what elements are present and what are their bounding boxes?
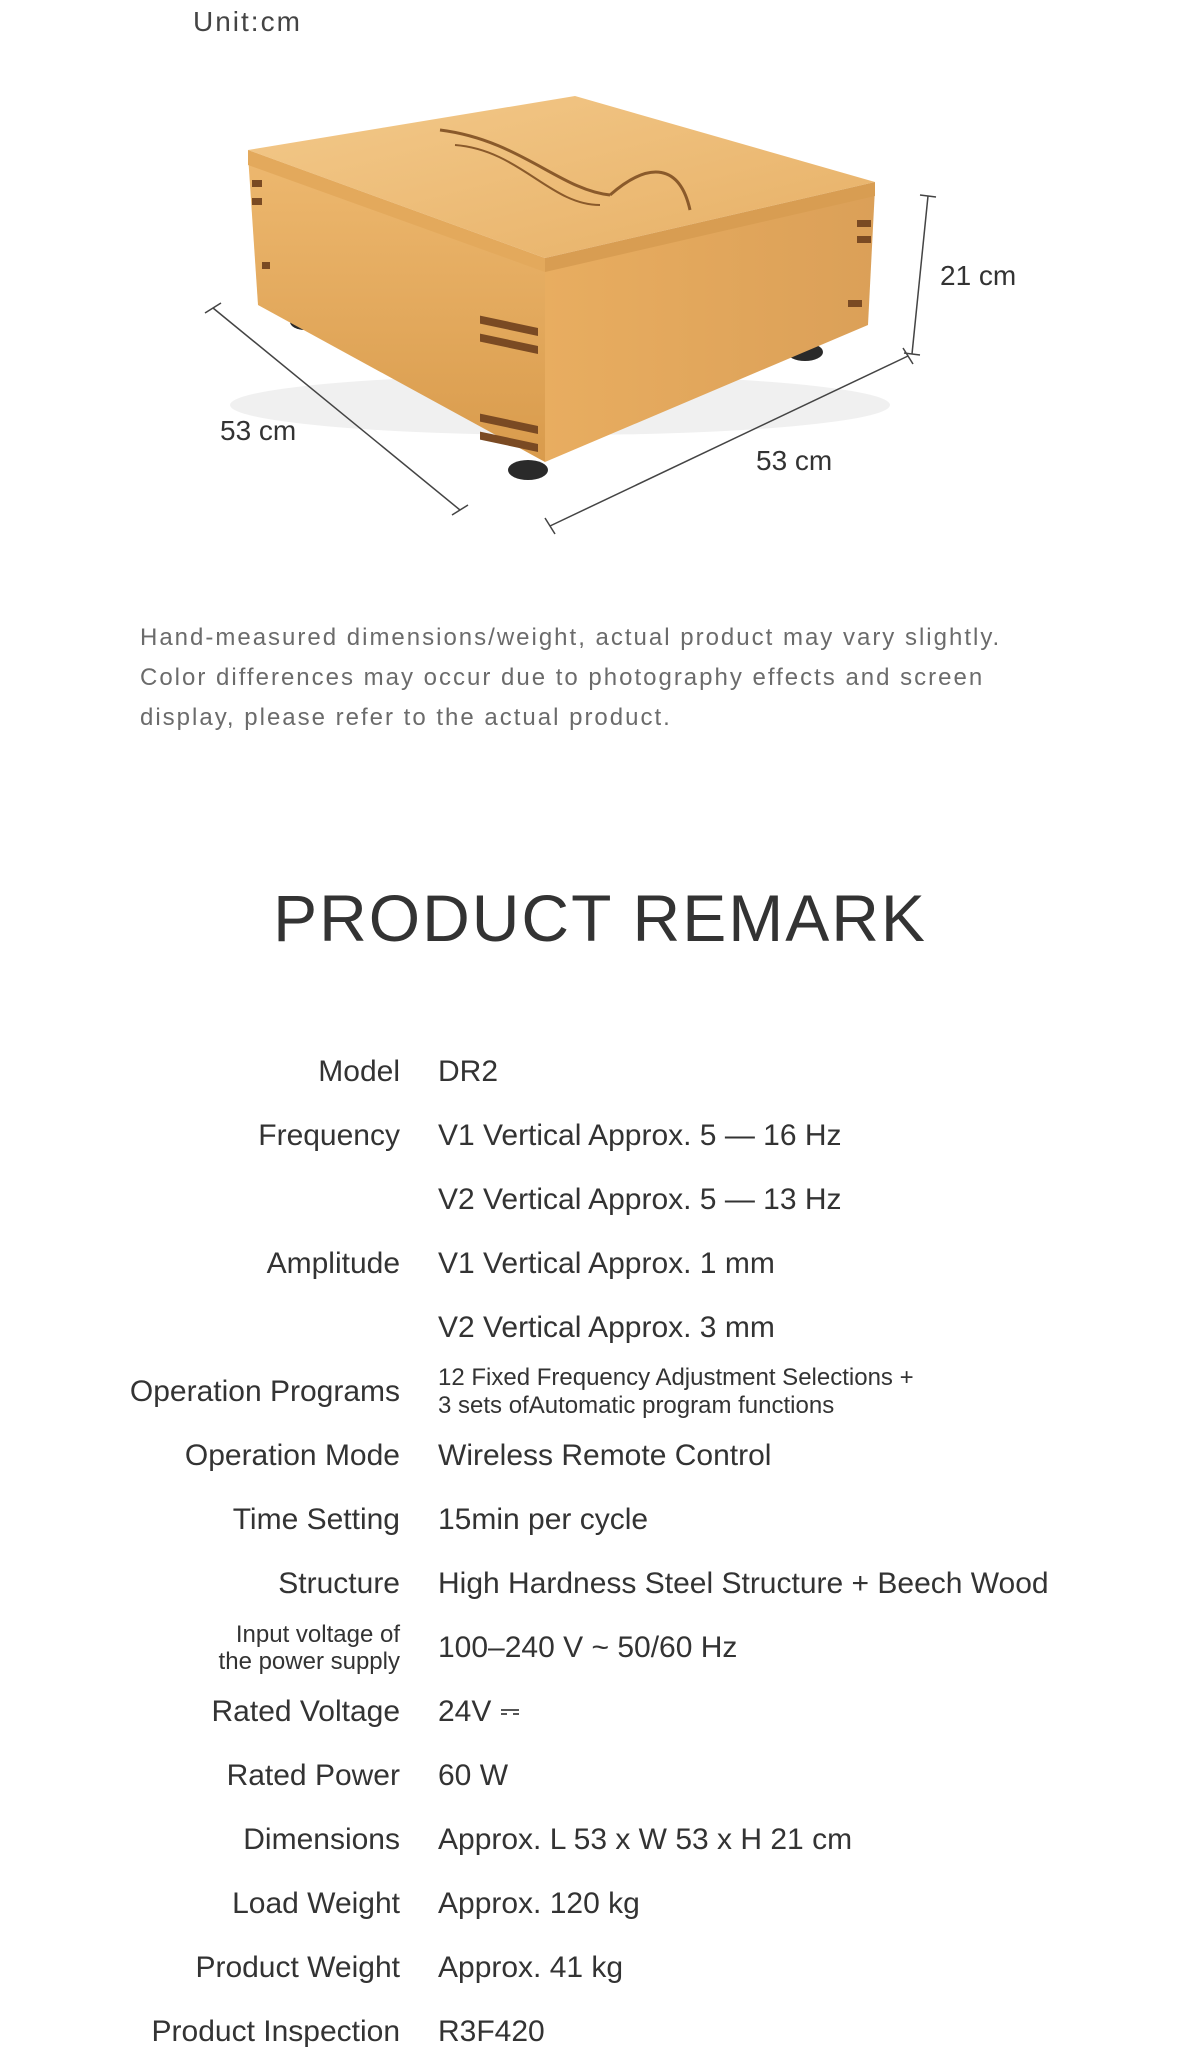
spec-label: Structure bbox=[278, 1567, 400, 1600]
spec-value: High Hardness Steel Structure + Beech Wood bbox=[438, 1567, 1049, 1600]
spec-label: Amplitude bbox=[266, 1247, 400, 1280]
spec-label: Product Weight bbox=[195, 1951, 400, 1984]
spec-value bbox=[438, 1680, 519, 1744]
spec-label bbox=[219, 1616, 400, 1680]
spec-value: 15min per cycle bbox=[438, 1503, 649, 1536]
product-image bbox=[0, 60, 1200, 550]
spec-row-product-inspection bbox=[0, 2000, 1200, 2064]
spec-row-rated-power bbox=[0, 1744, 1200, 1808]
note-line: Color differences may occur due to photography effects and screen bbox=[140, 664, 985, 691]
dc-icon bbox=[501, 1707, 519, 1717]
spec-label: Operation Mode bbox=[184, 1439, 400, 1472]
spec-value: V1 Vertical Approx. 5 — 16 Hz bbox=[438, 1119, 842, 1152]
spec-label: Time Setting bbox=[232, 1503, 400, 1536]
spec-value: 100–240 V ~ 50/60 Hz bbox=[438, 1631, 738, 1664]
spec-value: Wireless Remote Control bbox=[438, 1439, 772, 1472]
disclaimer-note bbox=[140, 618, 1100, 738]
spec-row-load-weight bbox=[0, 1872, 1200, 1936]
spec-row-operation-mode bbox=[0, 1424, 1200, 1488]
note-line: Hand-measured dimensions/weight, actual product may vary slightly. bbox=[140, 624, 1002, 651]
spec-value: Approx. 41 kg bbox=[438, 1951, 624, 1984]
depth-label: 53 cm bbox=[220, 415, 297, 446]
width-label: 53 cm bbox=[756, 445, 833, 476]
section-title: PRODUCT REMARK bbox=[273, 881, 927, 955]
spec-label: Model bbox=[318, 1055, 400, 1088]
spec-label: Dimensions bbox=[243, 1823, 400, 1856]
spec-value-text: 24V bbox=[438, 1695, 492, 1728]
product-illustration bbox=[0, 60, 1200, 550]
spec-value-line: 3 sets ofAutomatic program functions bbox=[438, 1392, 835, 1419]
spec-value: R3F420 bbox=[438, 2015, 545, 2048]
spec-value: 60 W bbox=[438, 1759, 509, 1792]
spec-row-frequency-v2 bbox=[0, 1168, 1200, 1232]
spec-row-structure bbox=[0, 1552, 1200, 1616]
spec-label: Rated Power bbox=[226, 1759, 400, 1792]
spec-label: Product Inspection bbox=[151, 2015, 400, 2048]
spec-value: DR2 bbox=[438, 1055, 499, 1088]
height-label: 21 cm bbox=[940, 260, 1017, 291]
spec-value bbox=[438, 1360, 914, 1424]
spec-label: Frequency bbox=[258, 1119, 400, 1152]
spec-row-operation-programs bbox=[0, 1360, 1200, 1424]
spec-row-model bbox=[0, 1040, 1200, 1104]
spec-value-line: 12 Fixed Frequency Adjustment Selections + bbox=[438, 1364, 914, 1391]
foot bbox=[508, 460, 548, 480]
spec-label: Load Weight bbox=[232, 1887, 400, 1920]
spec-row-time-setting bbox=[0, 1488, 1200, 1552]
spec-value: V2 Vertical Approx. 5 — 13 Hz bbox=[438, 1183, 842, 1216]
spec-row-frequency bbox=[0, 1104, 1200, 1168]
spec-row-dimensions bbox=[0, 1808, 1200, 1872]
spec-label-line: the power supply bbox=[218, 1648, 400, 1675]
spec-label: Rated Voltage bbox=[211, 1695, 400, 1728]
spec-row-product-weight bbox=[0, 1936, 1200, 2000]
spec-value: V1 Vertical Approx. 1 mm bbox=[438, 1247, 775, 1280]
spec-row-amplitude bbox=[0, 1232, 1200, 1296]
spec-row-amplitude-v2 bbox=[0, 1296, 1200, 1360]
spec-value: Approx. 120 kg bbox=[438, 1887, 640, 1920]
note-line: display, please refer to the actual product. bbox=[140, 704, 672, 731]
spec-value: V2 Vertical Approx. 3 mm bbox=[438, 1311, 775, 1344]
spec-value: Approx. L 53 x W 53 x H 21 cm bbox=[438, 1823, 853, 1856]
spec-label: Operation Programs bbox=[129, 1375, 400, 1408]
height-dimension-line bbox=[904, 195, 936, 355]
spec-row-rated-voltage bbox=[0, 1680, 1200, 1744]
spec-row-input-voltage bbox=[0, 1616, 1200, 1680]
unit-label: Unit:cm bbox=[193, 6, 302, 37]
spec-label-line: Input voltage of bbox=[235, 1621, 400, 1648]
